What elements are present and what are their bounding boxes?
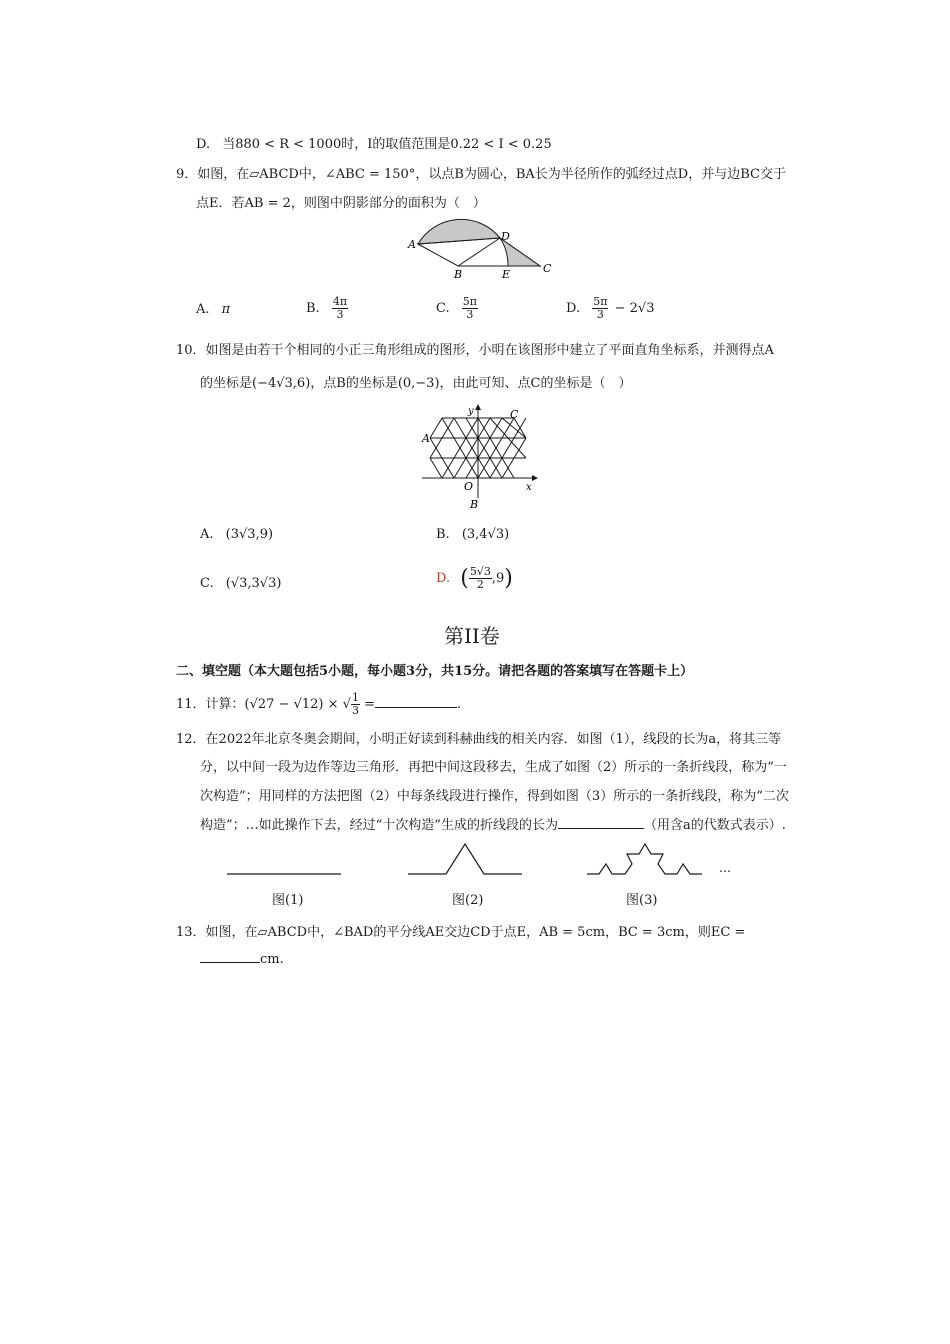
section-heading: 二、填空题（本大题包括5小题，每小题3分，共15分。请把各题的答案填写在答题卡上） <box>176 664 694 679</box>
label-y: y <box>468 406 474 417</box>
segment-bd <box>458 238 500 266</box>
denominator: 3 <box>351 704 359 717</box>
option-label: D. <box>566 301 581 316</box>
q9-line2: 点E．若AB = 2，则图中阴影部分的面积为（ ） <box>196 196 486 211</box>
option-label: D. <box>436 571 451 586</box>
q10-option-d <box>436 566 513 591</box>
fraction <box>332 296 348 321</box>
q9-option-c <box>436 296 478 321</box>
q12-text: 构造”；…如此操作下去，经过“十次构造”生成的折线段的长为 <box>200 818 558 833</box>
q10-option-a <box>200 527 273 542</box>
fraction <box>462 296 478 321</box>
label-b: B <box>454 268 463 281</box>
q10-option-b <box>436 527 509 542</box>
paren-open: ( <box>460 566 469 591</box>
label-o: O <box>464 480 474 493</box>
option-text: π <box>221 302 231 317</box>
q9-option-b <box>306 296 348 321</box>
period: . <box>456 697 462 712</box>
q9-option-a <box>196 302 230 317</box>
fraction <box>351 692 360 717</box>
option-text: (√3,3√3) <box>225 576 282 591</box>
option-label: A. <box>200 527 214 542</box>
y-axis-arrow <box>475 404 481 410</box>
option-text: (3√3,9) <box>225 527 274 542</box>
shaded-segment <box>418 219 500 244</box>
numerator: 5√3 <box>469 565 491 578</box>
q11 <box>176 692 461 717</box>
denominator: 2 <box>476 578 484 591</box>
option-text: 当880 < R < 1000时，I的取值范围是0.22 < I < 0.25 <box>222 137 552 152</box>
answer-blank <box>558 816 644 829</box>
fraction <box>592 296 608 321</box>
option-text: (3,4√3) <box>461 527 510 542</box>
numerator: 4π <box>332 295 348 308</box>
label-e: E <box>502 268 511 281</box>
section-title: 第II卷 <box>444 624 500 648</box>
q10-line1: 10．如图是由若干个相同的小正三角形组成的图形，小明在该图形中建立了平面直角坐标系，并测得点A <box>176 343 774 358</box>
label-a: A <box>422 432 430 445</box>
koch-step-3 <box>587 844 702 874</box>
fraction <box>469 566 492 591</box>
ellipsis: … <box>719 861 731 875</box>
q10-line2: 的坐标是(−4√3,6)，点B的坐标是(0,−3)，由此可知、点C的坐标是（ ） <box>200 376 632 391</box>
label-x: x <box>526 482 532 493</box>
q10-figure <box>418 404 543 510</box>
q12-text-end: （用含a的代数式表示）. <box>643 818 786 833</box>
numerator: 5π <box>462 295 477 308</box>
denominator: 3 <box>596 308 604 321</box>
q9-option-d <box>566 296 654 321</box>
q9-line1: 9．如图，在▱ABCD中，∠ABC = 150°，以点B为圆心，BA长为半径所作的弧经过点D，并与边BC交于 <box>176 167 786 182</box>
koch-figures <box>225 840 745 880</box>
label-d: D <box>501 230 510 243</box>
q12-line4 <box>200 814 786 833</box>
q12-line1: 12．在2022年北京冬奥会期间，小明正好读到科赫曲线的相关内容．如图（1），线段的长为a，将其三等 <box>176 732 782 747</box>
answer-blank <box>375 695 457 708</box>
option-label: B. <box>436 527 450 542</box>
numerator: 1 <box>351 691 359 704</box>
q13-line1: 13．如图，在▱ABCD中，∠BAD的平分线AE交边CD于点E，AB = 5cm，BC = 3cm，则EC = <box>176 925 746 940</box>
label-b: B <box>470 498 479 510</box>
q9-figure <box>400 218 560 283</box>
label-c: C <box>510 408 519 421</box>
option-tail: ,9 <box>491 571 505 586</box>
answer-blank <box>200 950 260 963</box>
fig-caption-3: 图(3) <box>626 893 658 908</box>
option-tail: − 2√3 <box>614 301 655 316</box>
option-label: D. <box>196 137 211 152</box>
q12-line2: 分，以中间一段为边作等边三角形．再把中间这段移去，生成了如图（2）所示的一条折线段，称为“一 <box>200 760 787 775</box>
equals-sign: = <box>364 697 375 712</box>
option-label: C. <box>200 576 214 591</box>
q8-option-d <box>196 133 552 152</box>
denominator: 3 <box>466 308 474 321</box>
label-a: A <box>408 238 416 251</box>
q13-line2 <box>200 950 284 967</box>
label-c: C <box>543 262 552 275</box>
unit: cm. <box>260 952 284 967</box>
option-label: A. <box>196 302 210 317</box>
option-label: C. <box>436 301 450 316</box>
fig-caption-1: 图(1) <box>272 893 304 908</box>
fig-caption-2: 图(2) <box>452 893 484 908</box>
numerator: 5π <box>593 295 608 308</box>
q10-option-c <box>200 576 281 591</box>
q12-line3: 次构造”；用同样的方法把图（2）中每条线段进行操作，得到如图（3）所示的一条折线段，称为“二次 <box>200 789 789 804</box>
koch-step-2 <box>408 844 522 874</box>
q11-expression: 11．计算：(√27 − √12) × √ <box>176 697 351 712</box>
paren-close: ) <box>504 566 513 591</box>
x-axis-arrow <box>532 475 538 481</box>
denominator: 3 <box>336 308 344 321</box>
option-label: B. <box>306 301 320 316</box>
